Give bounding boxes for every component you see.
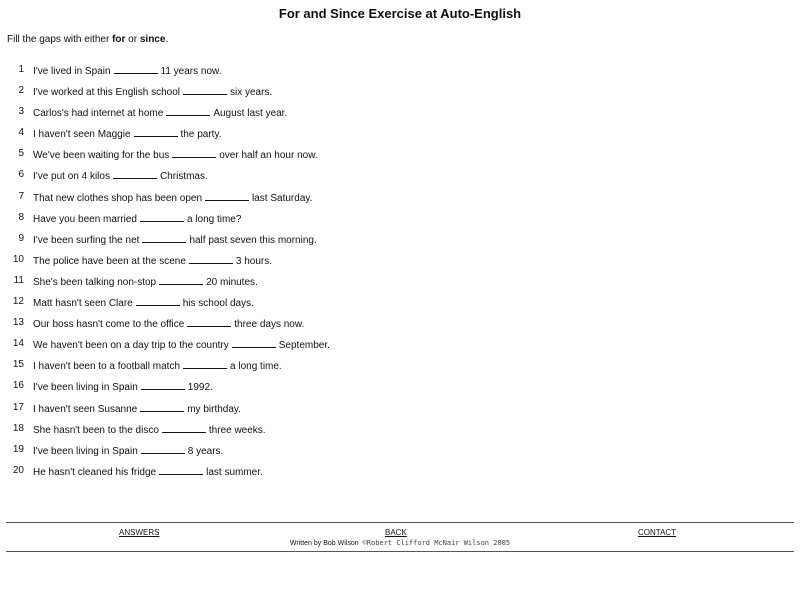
question-before: He hasn't cleaned his fridge [33,466,157,478]
question-number: 15 [12,359,24,371]
question-before: She's been talking non-stop [33,276,157,288]
instructions-prefix: Fill the gaps with either [7,34,113,45]
question-text [33,423,266,437]
question-number: 4 [18,127,24,139]
question-after: my birthday. [187,403,241,415]
instructions-word-since: since [139,34,166,45]
back-link[interactable]: BACK [385,528,407,537]
question-after: a long time? [186,213,242,225]
question-after: August last year. [213,108,288,120]
answers-link[interactable]: ANSWERS [119,528,160,537]
question-before: I haven't been to a football match [33,361,181,373]
question-row [0,233,800,254]
question-number: 14 [12,338,24,350]
question-number: 6 [18,169,24,181]
question-before: I've put on 4 kilos [33,171,110,183]
answer-gap [162,423,206,433]
question-before: Have you been married [33,213,137,225]
question-before: Matt hasn't seen Clare [33,298,133,310]
credits [0,539,800,547]
question-text [33,191,312,205]
question-before: Carlos's had internet at home [33,108,164,120]
contact-link[interactable]: CONTACT [638,528,677,537]
question-text [33,106,287,120]
question-text [33,317,304,331]
question-number: 1 [18,64,24,75]
instructions-word-for: for [112,34,126,45]
question-text [33,444,223,458]
answer-gap [159,465,203,475]
question-after: over half an hour now. [219,150,318,162]
answer-gap [140,402,184,412]
answer-gap [134,127,178,137]
question-before: We've been waiting for the bus [33,150,170,162]
answer-gap [136,296,180,306]
question-number: 19 [12,443,24,455]
question-after: the party. [180,129,222,141]
question-text [33,359,282,373]
question-number: 8 [18,211,24,223]
answer-gap [113,169,157,179]
question-after: 8 years. [187,445,224,457]
question-row [0,317,800,338]
question-text [33,254,272,268]
question-list [0,64,800,486]
question-row [0,85,800,106]
question-number: 12 [12,296,24,308]
question-before: Our boss hasn't come to the office [33,319,185,331]
question-row [0,380,800,401]
question-after: Christmas. [159,171,208,183]
question-number: 3 [18,106,24,118]
question-after: three weeks. [208,424,266,436]
question-after: 11 years now. [160,66,222,77]
question-after: 20 minutes. [206,276,258,288]
question-row [0,127,800,148]
question-row [0,359,800,380]
question-after: six years. [229,87,273,99]
answer-gap [183,85,227,95]
question-text [33,212,241,226]
answer-gap [166,106,210,116]
page-title: For and Since Exercise at Auto-English [278,6,522,21]
question-row [0,275,800,296]
answer-gap [159,275,203,285]
question-text [33,338,330,352]
question-text [33,402,241,416]
question-after: three days now. [234,319,305,331]
question-number: 9 [18,232,24,244]
question-row [0,296,800,317]
question-number: 20 [12,464,24,476]
question-before: I've worked at this English school [33,87,180,99]
answer-gap [187,317,231,327]
question-before: I haven't seen Maggie [33,129,131,141]
question-text [33,465,263,479]
answer-gap [114,64,158,74]
question-text [33,64,221,78]
question-before: I've lived in Spain [33,66,111,77]
question-before: I haven't seen Susanne [33,403,138,415]
answer-gap [141,380,185,390]
question-text [33,275,258,289]
question-text [33,380,213,394]
question-text [33,85,272,99]
instructions-suffix: . [165,34,169,45]
footer-bottom-divider [6,551,794,552]
footer-top-divider [6,522,794,523]
question-number: 18 [12,422,24,434]
answer-gap [232,338,276,348]
question-after: his school days. [182,298,254,310]
copyright: ©Robert Clifford McNair Wilson 2005 [362,539,511,547]
question-row [0,106,800,127]
question-row [0,402,800,423]
question-after: 3 hours. [235,255,273,267]
answer-gap [141,444,185,454]
instructions [7,34,168,45]
question-after: half past seven this morning. [189,234,317,246]
answer-gap [142,233,186,243]
question-row [0,191,800,212]
question-before: I've been living in Spain [33,382,138,394]
question-text [33,233,317,247]
question-number: 11 [13,274,24,286]
question-row [0,423,800,444]
question-before: I've been living in Spain [33,445,138,457]
question-before: I've been surfing the net [33,234,140,246]
question-after: September. [278,340,330,352]
answer-gap [205,191,249,201]
question-text [33,296,254,310]
question-row [0,64,800,85]
question-before: We haven't been on a day trip to the country [33,340,229,352]
question-number: 7 [18,190,24,202]
question-before: The police have been at the scene [33,255,186,267]
question-number: 5 [18,148,24,160]
answer-gap [183,359,227,369]
question-number: 16 [12,380,24,392]
question-after: last summer. [206,466,263,478]
question-row [0,444,800,465]
question-row [0,465,800,486]
question-text [33,127,221,141]
question-after: last Saturday. [252,192,313,204]
question-before: That new clothes shop has been open [33,192,203,204]
question-after: 1992. [187,382,213,394]
question-text [33,169,208,183]
question-number: 10 [12,253,24,265]
question-after: a long time. [230,361,282,373]
question-row [0,254,800,275]
question-number: 17 [12,401,24,413]
question-row [0,148,800,169]
question-row [0,169,800,190]
question-text [33,148,318,162]
instructions-middle: or [125,34,140,45]
question-row [0,212,800,233]
question-before: She hasn't been to the disco [33,424,159,436]
answer-gap [189,254,233,264]
question-row [0,338,800,359]
question-number: 13 [12,317,24,329]
answer-gap [172,148,216,158]
question-number: 2 [18,85,24,97]
written-by: Written by Bob Wilson [289,540,359,547]
answer-gap [140,212,184,222]
